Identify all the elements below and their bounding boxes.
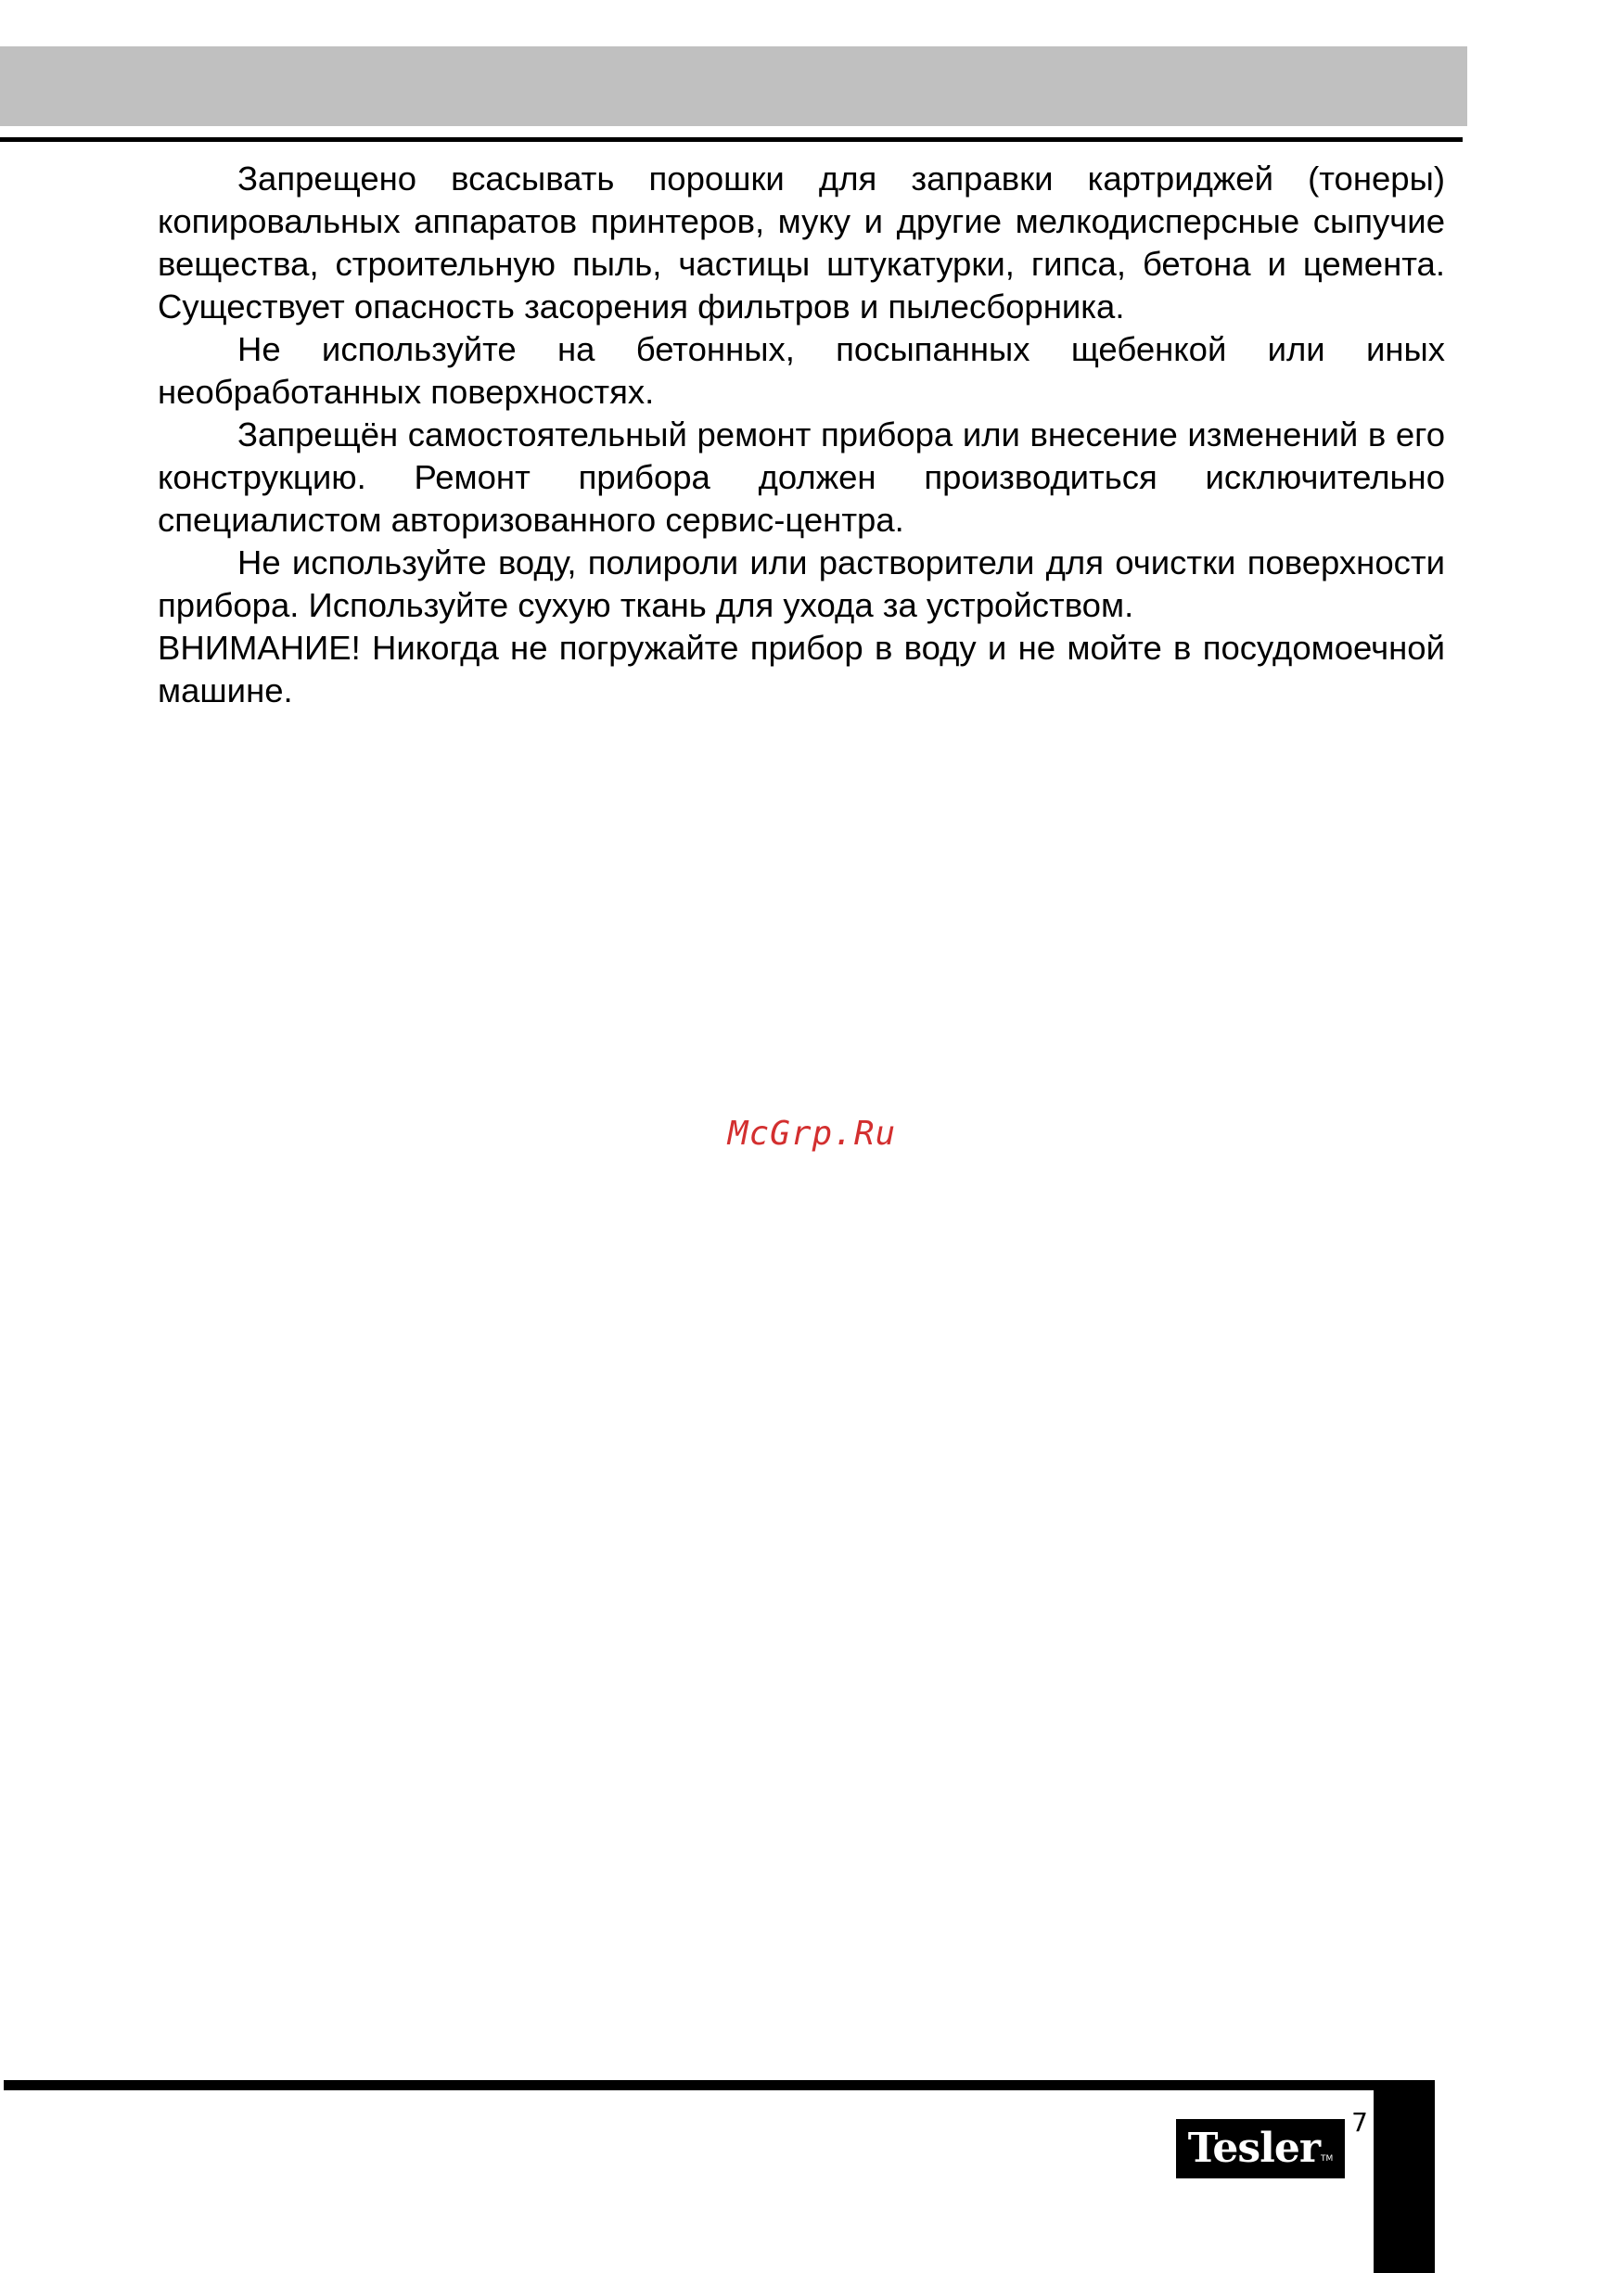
paragraph-attention-notice: ВНИМАНИЕ! Никогда не погружайте прибор в воду и не мойте в посудомоечной машине. xyxy=(158,629,1445,709)
paragraph-cleaning-instructions: Не используйте воду, полироли или растворители для очистки поверхности прибора. Используйте сухую ткань для ухода за устройством. xyxy=(158,543,1445,624)
watermark-text: McGrp.Ru xyxy=(727,1115,897,1153)
tesler-logo xyxy=(1176,2119,1345,2178)
paragraph-powders-warning: Запрещено всасывать порошки для заправки картриджей (тонеры) копировальных аппаратов принтеров, муку и другие мелкодисперсные сыпучие вещества, строительную пыль, частицы штукатурки, гипса, бетона и цемента. Существует опасность засорения фильтров и пылесборника. xyxy=(158,160,1445,326)
page-number-area xyxy=(1351,2090,1435,2273)
paragraph-repair-warning: Запрещён самостоятельный ремонт прибора или внесение изменений в его конструкцию. Ремонт прибора должен производиться исключительно специалистом авторизованного сервис-центра. xyxy=(158,415,1445,539)
paragraph-surfaces-warning: Не используйте на бетонных, посыпанных щебенкой или иных необработанных поверхностях. xyxy=(158,330,1445,411)
page-content xyxy=(158,158,1445,712)
page-number: 7 xyxy=(1351,2107,1368,2138)
header-band xyxy=(0,46,1467,126)
header-rule xyxy=(0,137,1463,142)
logo-trademark: TM xyxy=(1321,2154,1334,2164)
logo-wordmark: Tesler xyxy=(1187,2125,1321,2172)
footer-rule xyxy=(4,2080,1435,2090)
